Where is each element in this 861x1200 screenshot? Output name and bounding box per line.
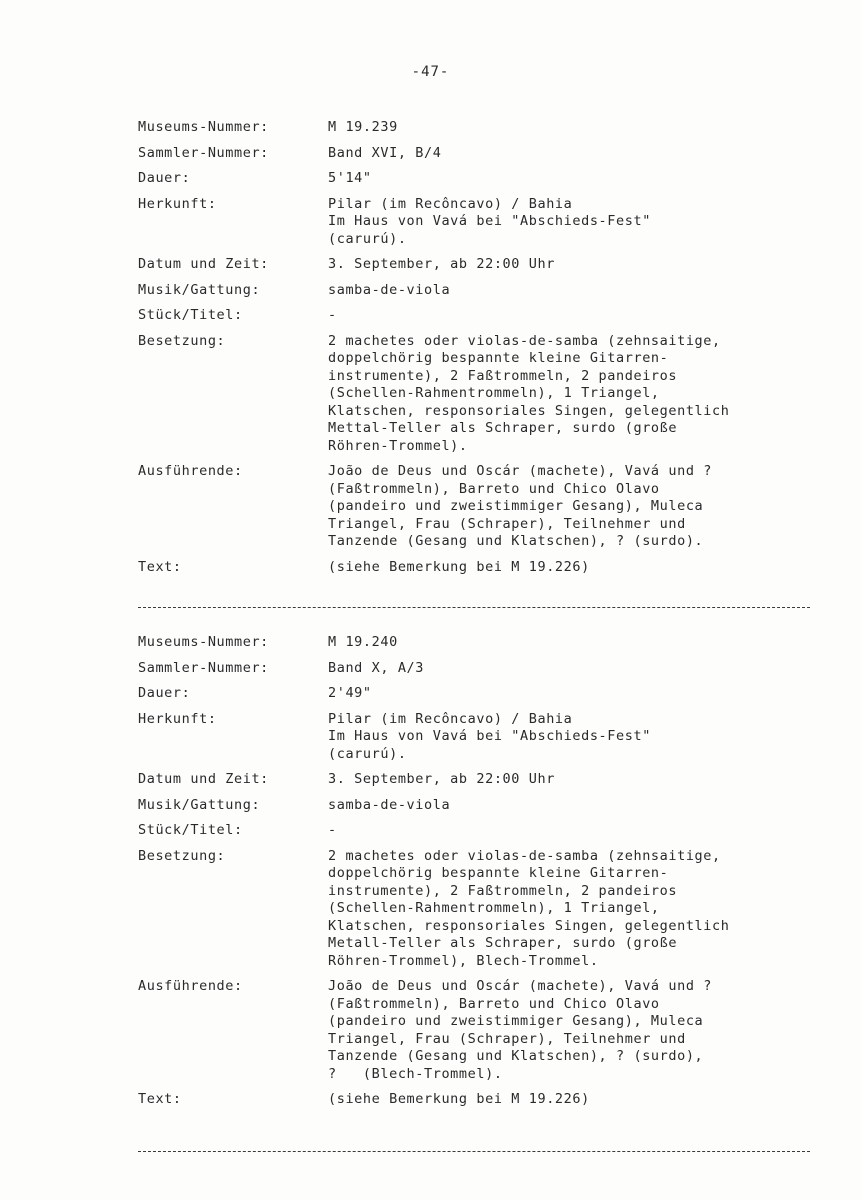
origin-value: Pilar (im Recôncavo) / Bahia Im Haus von Vavá bei "Abschieds-Fest" (carurú). xyxy=(328,710,651,762)
catalog-entry-1 xyxy=(138,119,818,576)
museum-number-label: Museums-Nummer: xyxy=(138,634,269,650)
genre-row xyxy=(138,797,818,815)
date-time-value: 3. September, ab 22:00 Uhr xyxy=(328,771,555,787)
performers-row xyxy=(138,978,818,1083)
title-row xyxy=(138,307,818,325)
origin-label: Herkunft: xyxy=(138,710,217,727)
duration-row xyxy=(138,685,818,703)
collector-number-label: Sammler-Nummer: xyxy=(138,659,269,676)
duration-value: 5'14" xyxy=(328,170,372,186)
text-label: Text: xyxy=(138,1091,182,1107)
date-time-label: Datum und Zeit: xyxy=(138,771,269,787)
title-value: - xyxy=(328,822,337,838)
genre-value: samba-de-viola xyxy=(328,796,451,813)
duration-row xyxy=(138,170,818,188)
instrumentation-row xyxy=(138,333,818,456)
text-row xyxy=(138,559,818,577)
page-number: -47- xyxy=(411,64,450,80)
museum-number-label: Museums-Nummer: xyxy=(138,119,269,135)
duration-label: Dauer: xyxy=(138,170,191,186)
instrumentation-value: 2 machetes oder violas-de-samba (zehnsaitige, doppelchörig bespannte kleine Gitarren- instrumente), 2 Faßtrommeln, 2 pandeiros (Schellen-Rahmentrommeln), 1 Triangel, Klatschen, responsoriales Singen, gelegentlich Mettal-Teller als Schraper, surdo (große Röhren-Trommel). xyxy=(328,332,730,454)
title-label: Stück/Titel: xyxy=(138,822,243,838)
instrumentation-label: Besetzung: xyxy=(138,332,226,349)
dashed-separator xyxy=(138,1151,810,1152)
date-time-value: 3. September, ab 22:00 Uhr xyxy=(328,256,555,272)
dashed-separator xyxy=(138,607,810,608)
genre-label: Musik/Gattung: xyxy=(138,281,261,298)
text-value: (siehe Bemerkung bei M 19.226) xyxy=(328,558,590,575)
collector-number-row xyxy=(138,660,818,678)
collector-number-label: Sammler-Nummer: xyxy=(138,144,269,161)
instrumentation-label: Besetzung: xyxy=(138,847,226,864)
performers-label: Ausführende: xyxy=(138,978,243,994)
performers-row xyxy=(138,463,818,551)
genre-value: samba-de-viola xyxy=(328,281,451,298)
catalog-entry-2 xyxy=(138,634,818,1109)
text-label: Text: xyxy=(138,558,182,575)
instrumentation-row xyxy=(138,848,818,971)
text-row xyxy=(138,1091,818,1109)
genre-label: Musik/Gattung: xyxy=(138,796,261,813)
museum-number-value: M 19.239 xyxy=(328,119,398,135)
date-time-row xyxy=(138,771,818,789)
origin-row xyxy=(138,711,818,764)
genre-row xyxy=(138,282,818,300)
text-value: (siehe Bemerkung bei M 19.226) xyxy=(328,1091,590,1107)
museum-number-value: M 19.240 xyxy=(328,634,398,650)
performers-label: Ausführende: xyxy=(138,463,243,479)
date-time-label: Datum und Zeit: xyxy=(138,256,269,272)
performers-value: João de Deus und Oscár (machete), Vavá und ? (Faßtrommeln), Barreto und Chico Olavo (pandeiro und zweistimmiger Gesang), Muleca Triangel, Frau (Schraper), Teilnehmer und Tanzende (Gesang und Klatschen), ? (surdo), ? (Blech-Trommel). xyxy=(328,978,713,1082)
collector-number-row xyxy=(138,145,818,163)
museum-number-row xyxy=(138,119,818,137)
collector-number-value: Band XVI, B/4 xyxy=(328,144,442,161)
origin-value: Pilar (im Recôncavo) / Bahia Im Haus von Vavá bei "Abschieds-Fest" (carurú). xyxy=(328,195,651,247)
origin-label: Herkunft: xyxy=(138,195,217,212)
date-time-row xyxy=(138,256,818,274)
title-row xyxy=(138,822,818,840)
title-value: - xyxy=(328,307,337,323)
duration-label: Dauer: xyxy=(138,685,191,701)
title-label: Stück/Titel: xyxy=(138,307,243,323)
origin-row xyxy=(138,196,818,249)
collector-number-value: Band X, A/3 xyxy=(328,659,425,676)
performers-value: João de Deus und Oscár (machete), Vavá und ? (Faßtrommeln), Barreto und Chico Olavo (pandeiro und zweistimmiger Gesang), Muleca Triangel, Frau (Schraper), Teilnehmer und Tanzende (Gesang und Klatschen), ? (surdo). xyxy=(328,463,713,549)
duration-value: 2'49" xyxy=(328,685,372,701)
museum-number-row xyxy=(138,634,818,652)
instrumentation-value: 2 machetes oder violas-de-samba (zehnsaitige, doppelchörig bespannte kleine Gitarren- instrumente), 2 Faßtrommeln, 2 pandeiros (Schellen-Rahmentrommeln), 1 Triangel, Klatschen, responsoriales Singen, gelegentlich Metall-Teller als Schraper, surdo (große Röhren-Trommel), Blech-Trommel. xyxy=(328,847,730,969)
